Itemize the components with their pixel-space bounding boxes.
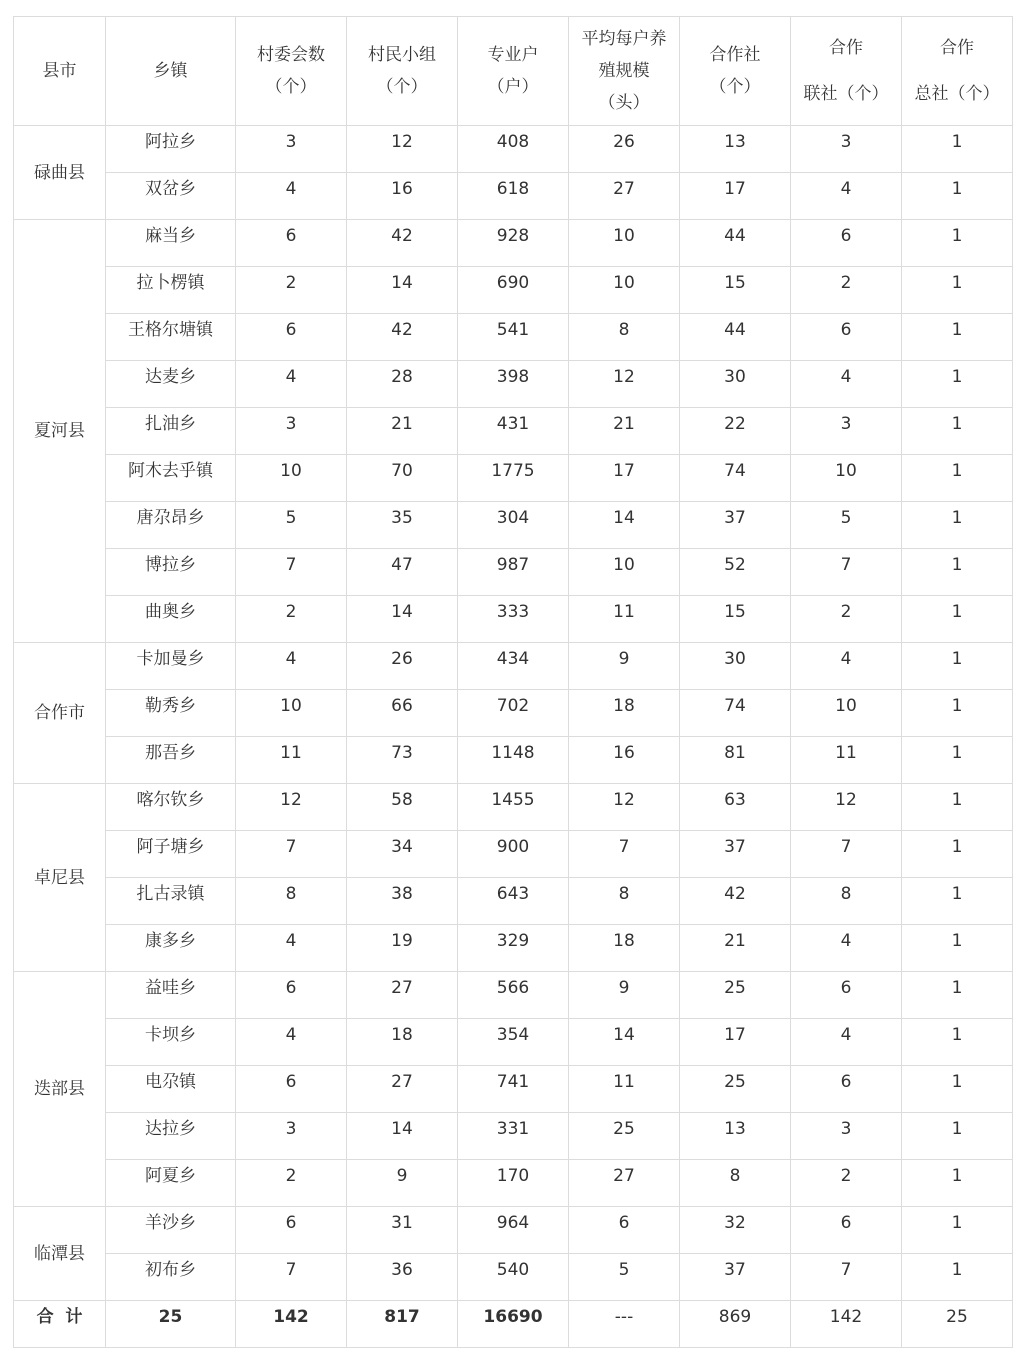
union-cell: 3 xyxy=(791,1113,902,1160)
villages-cell: 10 xyxy=(236,690,347,737)
total-v-cell: 142 xyxy=(236,1301,347,1348)
villages-cell: 7 xyxy=(236,831,347,878)
township-cell: 阿子塘乡 xyxy=(106,831,236,878)
general-cell: 1 xyxy=(902,267,1013,314)
villages-cell: 8 xyxy=(236,878,347,925)
scale-cell: 26 xyxy=(569,126,680,173)
union-cell: 2 xyxy=(791,1160,902,1207)
groups-cell: 34 xyxy=(347,831,458,878)
villages-cell: 5 xyxy=(236,502,347,549)
union-cell: 7 xyxy=(791,549,902,596)
township-cell: 扎油乡 xyxy=(106,408,236,455)
union-cell: 6 xyxy=(791,220,902,267)
header-township: 乡镇 xyxy=(106,17,236,126)
general-cell: 1 xyxy=(902,596,1013,643)
coop-cell: 37 xyxy=(680,1254,791,1301)
table-row xyxy=(14,690,1013,737)
scale-cell: 12 xyxy=(569,784,680,831)
villages-cell: 7 xyxy=(236,549,347,596)
households-cell: 170 xyxy=(458,1160,569,1207)
general-cell: 1 xyxy=(902,455,1013,502)
villages-cell: 4 xyxy=(236,1019,347,1066)
general-cell: 1 xyxy=(902,361,1013,408)
villages-cell: 11 xyxy=(236,737,347,784)
households-cell: 643 xyxy=(458,878,569,925)
villages-cell: 2 xyxy=(236,267,347,314)
villages-cell: 4 xyxy=(236,925,347,972)
groups-cell: 14 xyxy=(347,596,458,643)
total-s-cell: --- xyxy=(569,1301,680,1348)
households-cell: 434 xyxy=(458,643,569,690)
township-cell: 达拉乡 xyxy=(106,1113,236,1160)
township-cell: 王格尔塘镇 xyxy=(106,314,236,361)
households-cell: 540 xyxy=(458,1254,569,1301)
villages-cell: 4 xyxy=(236,643,347,690)
general-cell: 1 xyxy=(902,737,1013,784)
total-u-cell: 142 xyxy=(791,1301,902,1348)
general-cell: 1 xyxy=(902,502,1013,549)
households-cell: 1455 xyxy=(458,784,569,831)
coop-cell: 30 xyxy=(680,643,791,690)
total-z-cell: 25 xyxy=(902,1301,1013,1348)
coop-cell: 74 xyxy=(680,690,791,737)
groups-cell: 18 xyxy=(347,1019,458,1066)
general-cell: 1 xyxy=(902,1160,1013,1207)
union-cell: 3 xyxy=(791,408,902,455)
township-cell: 勒秀乡 xyxy=(106,690,236,737)
coop-cell: 44 xyxy=(680,220,791,267)
township-cell: 达麦乡 xyxy=(106,361,236,408)
scale-cell: 21 xyxy=(569,408,680,455)
households-cell: 354 xyxy=(458,1019,569,1066)
groups-cell: 26 xyxy=(347,643,458,690)
table-row xyxy=(14,220,1013,267)
groups-cell: 14 xyxy=(347,1113,458,1160)
union-cell: 8 xyxy=(791,878,902,925)
table-row xyxy=(14,1254,1013,1301)
coop-cell: 63 xyxy=(680,784,791,831)
general-cell: 1 xyxy=(902,972,1013,1019)
union-cell: 4 xyxy=(791,643,902,690)
table-row xyxy=(14,173,1013,220)
header-union: 合作 联社（个） xyxy=(791,17,902,126)
groups-cell: 66 xyxy=(347,690,458,737)
general-cell: 1 xyxy=(902,1254,1013,1301)
coop-cell: 21 xyxy=(680,925,791,972)
coop-cell: 17 xyxy=(680,173,791,220)
general-cell: 1 xyxy=(902,784,1013,831)
township-cell: 康多乡 xyxy=(106,925,236,972)
township-cell: 扎古录镇 xyxy=(106,878,236,925)
villages-cell: 4 xyxy=(236,173,347,220)
total-g-cell: 817 xyxy=(347,1301,458,1348)
county-cell: 合作市 xyxy=(14,643,106,784)
total-c-cell: 869 xyxy=(680,1301,791,1348)
general-cell: 1 xyxy=(902,925,1013,972)
groups-cell: 16 xyxy=(347,173,458,220)
households-cell: 408 xyxy=(458,126,569,173)
township-cell: 唐尕昂乡 xyxy=(106,502,236,549)
table-row xyxy=(14,408,1013,455)
township-cell: 卡坝乡 xyxy=(106,1019,236,1066)
coop-cell: 17 xyxy=(680,1019,791,1066)
groups-cell: 21 xyxy=(347,408,458,455)
households-cell: 618 xyxy=(458,173,569,220)
villages-cell: 12 xyxy=(236,784,347,831)
table-row xyxy=(14,361,1013,408)
township-cell: 喀尔钦乡 xyxy=(106,784,236,831)
township-cell: 阿拉乡 xyxy=(106,126,236,173)
households-cell: 398 xyxy=(458,361,569,408)
groups-cell: 42 xyxy=(347,314,458,361)
general-cell: 1 xyxy=(902,1113,1013,1160)
coop-cell: 25 xyxy=(680,1066,791,1113)
total-t-cell: 25 xyxy=(106,1301,236,1348)
header-groups: 村民小组 （个） xyxy=(347,17,458,126)
scale-cell: 10 xyxy=(569,220,680,267)
scale-cell: 14 xyxy=(569,1019,680,1066)
groups-cell: 27 xyxy=(347,972,458,1019)
scale-cell: 11 xyxy=(569,1066,680,1113)
union-cell: 4 xyxy=(791,173,902,220)
table-row xyxy=(14,784,1013,831)
coop-cell: 15 xyxy=(680,267,791,314)
union-cell: 4 xyxy=(791,361,902,408)
scale-cell: 12 xyxy=(569,361,680,408)
households-cell: 1775 xyxy=(458,455,569,502)
county-cell: 卓尼县 xyxy=(14,784,106,972)
union-cell: 7 xyxy=(791,1254,902,1301)
header-row xyxy=(14,17,1013,126)
scale-cell: 10 xyxy=(569,267,680,314)
township-cell: 拉卜楞镇 xyxy=(106,267,236,314)
table-row xyxy=(14,267,1013,314)
union-cell: 6 xyxy=(791,972,902,1019)
coop-cell: 44 xyxy=(680,314,791,361)
general-cell: 1 xyxy=(902,1019,1013,1066)
scale-cell: 27 xyxy=(569,173,680,220)
table-row xyxy=(14,126,1013,173)
county-cell: 迭部县 xyxy=(14,972,106,1207)
table-row xyxy=(14,1207,1013,1254)
coop-cell: 25 xyxy=(680,972,791,1019)
general-cell: 1 xyxy=(902,408,1013,455)
township-cell: 阿夏乡 xyxy=(106,1160,236,1207)
township-cell: 电尕镇 xyxy=(106,1066,236,1113)
groups-cell: 19 xyxy=(347,925,458,972)
union-cell: 6 xyxy=(791,1207,902,1254)
groups-cell: 31 xyxy=(347,1207,458,1254)
groups-cell: 73 xyxy=(347,737,458,784)
table-row xyxy=(14,972,1013,1019)
coop-cell: 8 xyxy=(680,1160,791,1207)
header-households: 专业户 （户） xyxy=(458,17,569,126)
general-cell: 1 xyxy=(902,314,1013,361)
coop-cell: 32 xyxy=(680,1207,791,1254)
groups-cell: 58 xyxy=(347,784,458,831)
table-row xyxy=(14,831,1013,878)
scale-cell: 10 xyxy=(569,549,680,596)
groups-cell: 12 xyxy=(347,126,458,173)
coop-cell: 15 xyxy=(680,596,791,643)
villages-cell: 7 xyxy=(236,1254,347,1301)
general-cell: 1 xyxy=(902,1066,1013,1113)
table-body xyxy=(14,126,1013,1348)
union-cell: 6 xyxy=(791,1066,902,1113)
households-cell: 541 xyxy=(458,314,569,361)
union-cell: 4 xyxy=(791,925,902,972)
table-row xyxy=(14,549,1013,596)
villages-cell: 4 xyxy=(236,361,347,408)
coop-cell: 30 xyxy=(680,361,791,408)
households-cell: 333 xyxy=(458,596,569,643)
coop-cell: 13 xyxy=(680,1113,791,1160)
villages-cell: 6 xyxy=(236,1066,347,1113)
table-row xyxy=(14,878,1013,925)
households-cell: 431 xyxy=(458,408,569,455)
scale-cell: 9 xyxy=(569,643,680,690)
groups-cell: 28 xyxy=(347,361,458,408)
union-cell: 3 xyxy=(791,126,902,173)
scale-cell: 27 xyxy=(569,1160,680,1207)
table-row xyxy=(14,596,1013,643)
groups-cell: 35 xyxy=(347,502,458,549)
villages-cell: 3 xyxy=(236,408,347,455)
township-cell: 初布乡 xyxy=(106,1254,236,1301)
groups-cell: 38 xyxy=(347,878,458,925)
households-cell: 900 xyxy=(458,831,569,878)
total-h-cell: 16690 xyxy=(458,1301,569,1348)
total-row xyxy=(14,1301,1013,1348)
table-row xyxy=(14,1066,1013,1113)
households-cell: 702 xyxy=(458,690,569,737)
township-cell: 羊沙乡 xyxy=(106,1207,236,1254)
households-cell: 329 xyxy=(458,925,569,972)
table-row xyxy=(14,1113,1013,1160)
households-cell: 331 xyxy=(458,1113,569,1160)
union-cell: 6 xyxy=(791,314,902,361)
header-general: 合作 总社（个） xyxy=(902,17,1013,126)
total-label: 合 计 xyxy=(14,1301,106,1348)
county-cell: 临潭县 xyxy=(14,1207,106,1301)
scale-cell: 5 xyxy=(569,1254,680,1301)
scale-cell: 17 xyxy=(569,455,680,502)
coop-cell: 13 xyxy=(680,126,791,173)
scale-cell: 14 xyxy=(569,502,680,549)
union-cell: 10 xyxy=(791,690,902,737)
scale-cell: 11 xyxy=(569,596,680,643)
general-cell: 1 xyxy=(902,690,1013,737)
union-cell: 12 xyxy=(791,784,902,831)
households-cell: 928 xyxy=(458,220,569,267)
coop-cell: 37 xyxy=(680,502,791,549)
scale-cell: 18 xyxy=(569,690,680,737)
table-row xyxy=(14,643,1013,690)
coop-cell: 22 xyxy=(680,408,791,455)
union-cell: 2 xyxy=(791,267,902,314)
groups-cell: 42 xyxy=(347,220,458,267)
township-cell: 曲奥乡 xyxy=(106,596,236,643)
villages-cell: 6 xyxy=(236,1207,347,1254)
coop-cell: 42 xyxy=(680,878,791,925)
scale-cell: 16 xyxy=(569,737,680,784)
township-cell: 博拉乡 xyxy=(106,549,236,596)
villages-cell: 10 xyxy=(236,455,347,502)
general-cell: 1 xyxy=(902,173,1013,220)
scale-cell: 7 xyxy=(569,831,680,878)
villages-cell: 3 xyxy=(236,126,347,173)
township-cell: 益哇乡 xyxy=(106,972,236,1019)
coop-cell: 74 xyxy=(680,455,791,502)
county-cell: 碌曲县 xyxy=(14,126,106,220)
groups-cell: 36 xyxy=(347,1254,458,1301)
township-cell: 阿木去乎镇 xyxy=(106,455,236,502)
coop-cell: 52 xyxy=(680,549,791,596)
township-cell: 卡加曼乡 xyxy=(106,643,236,690)
coop-cell: 37 xyxy=(680,831,791,878)
table-row xyxy=(14,925,1013,972)
general-cell: 1 xyxy=(902,220,1013,267)
scale-cell: 8 xyxy=(569,314,680,361)
villages-cell: 6 xyxy=(236,314,347,361)
general-cell: 1 xyxy=(902,1207,1013,1254)
villages-cell: 3 xyxy=(236,1113,347,1160)
header-coop: 合作社 （个） xyxy=(680,17,791,126)
coop-cell: 81 xyxy=(680,737,791,784)
scale-cell: 18 xyxy=(569,925,680,972)
households-cell: 304 xyxy=(458,502,569,549)
county-cell: 夏河县 xyxy=(14,220,106,643)
union-cell: 4 xyxy=(791,1019,902,1066)
union-cell: 11 xyxy=(791,737,902,784)
scale-cell: 9 xyxy=(569,972,680,1019)
villages-cell: 6 xyxy=(236,972,347,1019)
statistics-table xyxy=(13,16,1013,1348)
township-cell: 那吾乡 xyxy=(106,737,236,784)
general-cell: 1 xyxy=(902,126,1013,173)
general-cell: 1 xyxy=(902,549,1013,596)
villages-cell: 2 xyxy=(236,1160,347,1207)
union-cell: 2 xyxy=(791,596,902,643)
table-row xyxy=(14,455,1013,502)
table-row xyxy=(14,1160,1013,1207)
union-cell: 5 xyxy=(791,502,902,549)
union-cell: 7 xyxy=(791,831,902,878)
general-cell: 1 xyxy=(902,643,1013,690)
header-scale: 平均每户养 殖规模 （头） xyxy=(569,17,680,126)
households-cell: 964 xyxy=(458,1207,569,1254)
villages-cell: 6 xyxy=(236,220,347,267)
table-row xyxy=(14,737,1013,784)
table-row xyxy=(14,1019,1013,1066)
table-row xyxy=(14,502,1013,549)
groups-cell: 14 xyxy=(347,267,458,314)
general-cell: 1 xyxy=(902,878,1013,925)
union-cell: 10 xyxy=(791,455,902,502)
groups-cell: 9 xyxy=(347,1160,458,1207)
table-row xyxy=(14,314,1013,361)
groups-cell: 70 xyxy=(347,455,458,502)
households-cell: 690 xyxy=(458,267,569,314)
township-cell: 麻当乡 xyxy=(106,220,236,267)
villages-cell: 2 xyxy=(236,596,347,643)
households-cell: 1148 xyxy=(458,737,569,784)
households-cell: 566 xyxy=(458,972,569,1019)
general-cell: 1 xyxy=(902,831,1013,878)
header-villages: 村委会数 （个） xyxy=(236,17,347,126)
township-cell: 双岔乡 xyxy=(106,173,236,220)
header-county: 县市 xyxy=(14,17,106,126)
scale-cell: 25 xyxy=(569,1113,680,1160)
households-cell: 987 xyxy=(458,549,569,596)
scale-cell: 8 xyxy=(569,878,680,925)
scale-cell: 6 xyxy=(569,1207,680,1254)
groups-cell: 47 xyxy=(347,549,458,596)
households-cell: 741 xyxy=(458,1066,569,1113)
groups-cell: 27 xyxy=(347,1066,458,1113)
